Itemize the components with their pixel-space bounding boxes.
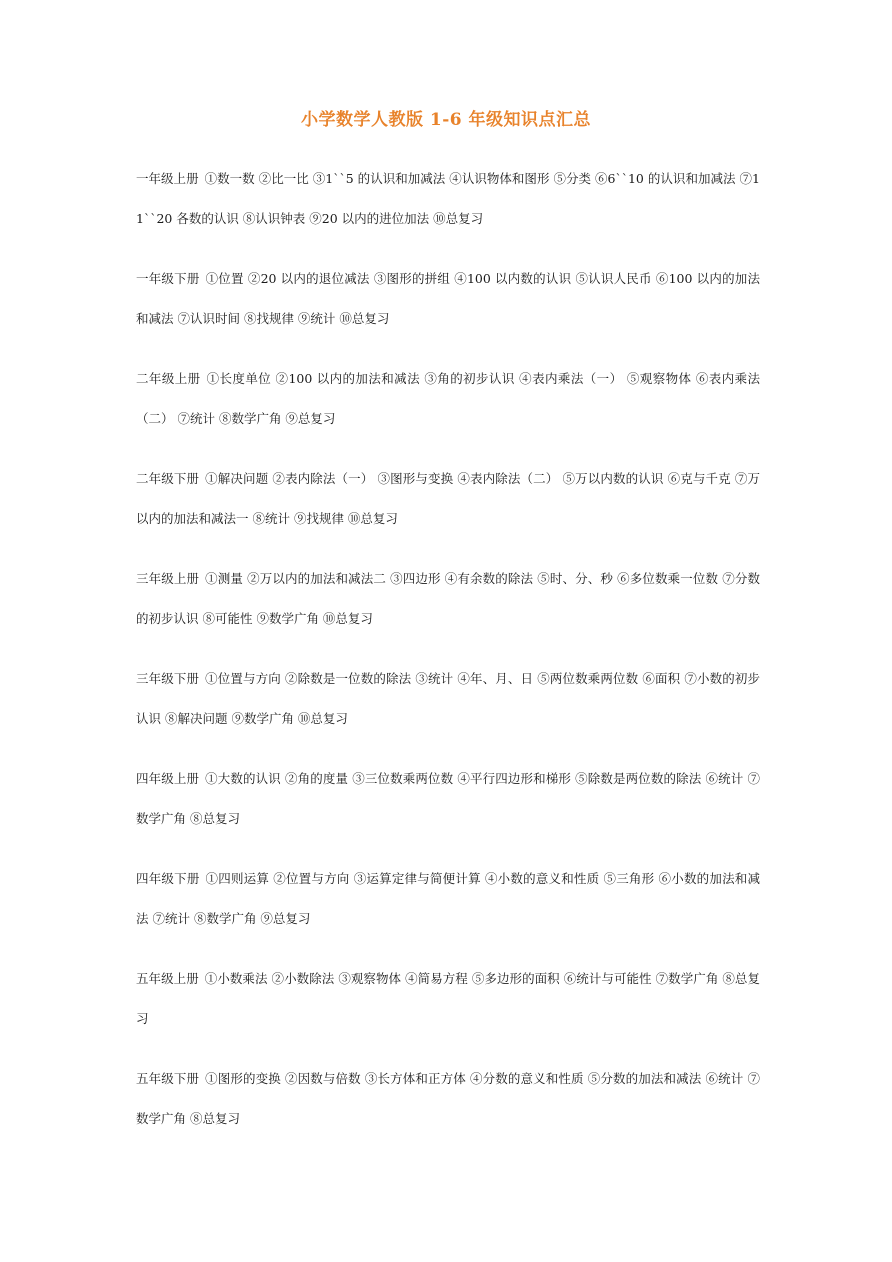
- topic-list: ①大数的认识 ②角的度量 ③三位数乘两位数 ④平行四边形和梯形 ⑤除数是两位数的除法 ⑥统计 ⑦数学广角 ⑧总复习: [136, 771, 760, 826]
- document-title: 小学数学人教版 1-6 年级知识点汇总: [300, 110, 592, 130]
- grade-label: 五年级上册: [136, 971, 199, 986]
- section-grade5-second: [136, 1059, 760, 1139]
- grade-label: 四年级上册: [136, 771, 200, 786]
- section-grade4-second: [136, 859, 760, 939]
- section-list: [136, 159, 760, 1159]
- section-grade1-first: [136, 159, 760, 239]
- topic-list: ①小数乘法 ②小数除法 ③观察物体 ④简易方程 ⑤多边形的面积 ⑥统计与可能性 ⑦数学广角 ⑧总复习: [136, 971, 760, 1026]
- section-grade5-first: [136, 959, 760, 1039]
- topic-list: ①测量 ②万以内的加法和减法二 ③四边形 ④有余数的除法 ⑤时、分、秒 ⑥多位数乘一位数 ⑦分数的初步认识 ⑧可能性 ⑨数学广角 ⑩总复习: [136, 571, 760, 626]
- section-grade3-second: [136, 659, 760, 739]
- grade-label: 二年级上册: [136, 371, 201, 386]
- topic-list: ①长度单位 ②100 以内的加法和减法 ③角的初步认识 ④表内乘法（一） ⑤观察物体 ⑥表内乘法（二） ⑦统计 ⑧数学广角 ⑨总复习: [136, 371, 760, 426]
- topic-list: ①位置与方向 ②除数是一位数的除法 ③统计 ④年、月、日 ⑤两位数乘两位数 ⑥面积 ⑦小数的初步认识 ⑧解决问题 ⑨数学广角 ⑩总复习: [136, 671, 760, 726]
- grade-label: 四年级下册: [136, 871, 200, 886]
- topic-list: ①数一数 ②比一比 ③1``5 的认识和加减法 ④认识物体和图形 ⑤分类 ⑥6``10 的认识和加减法 ⑦11``20 各数的认识 ⑧认识钟表 ⑨20 以内的进位加法 ⑩总复习: [136, 171, 760, 226]
- topic-list: ①四则运算 ②位置与方向 ③运算定律与简便计算 ④小数的意义和性质 ⑤三角形 ⑥小数的加法和减法 ⑦统计 ⑧数学广角 ⑨总复习: [136, 871, 760, 926]
- section-grade4-first: [136, 759, 760, 839]
- grade-label: 三年级上册: [136, 571, 200, 586]
- section-grade2-first: [136, 359, 760, 439]
- grade-label: 二年级下册: [136, 471, 200, 486]
- section-grade3-first: [136, 559, 760, 639]
- topic-list: ①解决问题 ②表内除法（一） ③图形与变换 ④表内除法（二） ⑤万以内数的认识 ⑥克与千克 ⑦万以内的加法和减法一 ⑧统计 ⑨找规律 ⑩总复习: [136, 471, 760, 526]
- grade-label: 三年级下册: [136, 671, 200, 686]
- topic-list: ①位置 ②20 以内的退位减法 ③图形的拼组 ④100 以内数的认识 ⑤认识人民币 ⑥100 以内的加法和减法 ⑦认识时间 ⑧找规律 ⑨统计 ⑩总复习: [136, 271, 760, 326]
- grade-label: 一年级上册: [136, 171, 199, 186]
- section-grade1-second: [136, 259, 760, 339]
- grade-label: 一年级下册: [136, 271, 200, 286]
- section-grade2-second: [136, 459, 760, 539]
- grade-label: 五年级下册: [136, 1071, 200, 1086]
- topic-list: ①图形的变换 ②因数与倍数 ③长方体和正方体 ④分数的意义和性质 ⑤分数的加法和减法 ⑥统计 ⑦数学广角 ⑧总复习: [136, 1071, 760, 1126]
